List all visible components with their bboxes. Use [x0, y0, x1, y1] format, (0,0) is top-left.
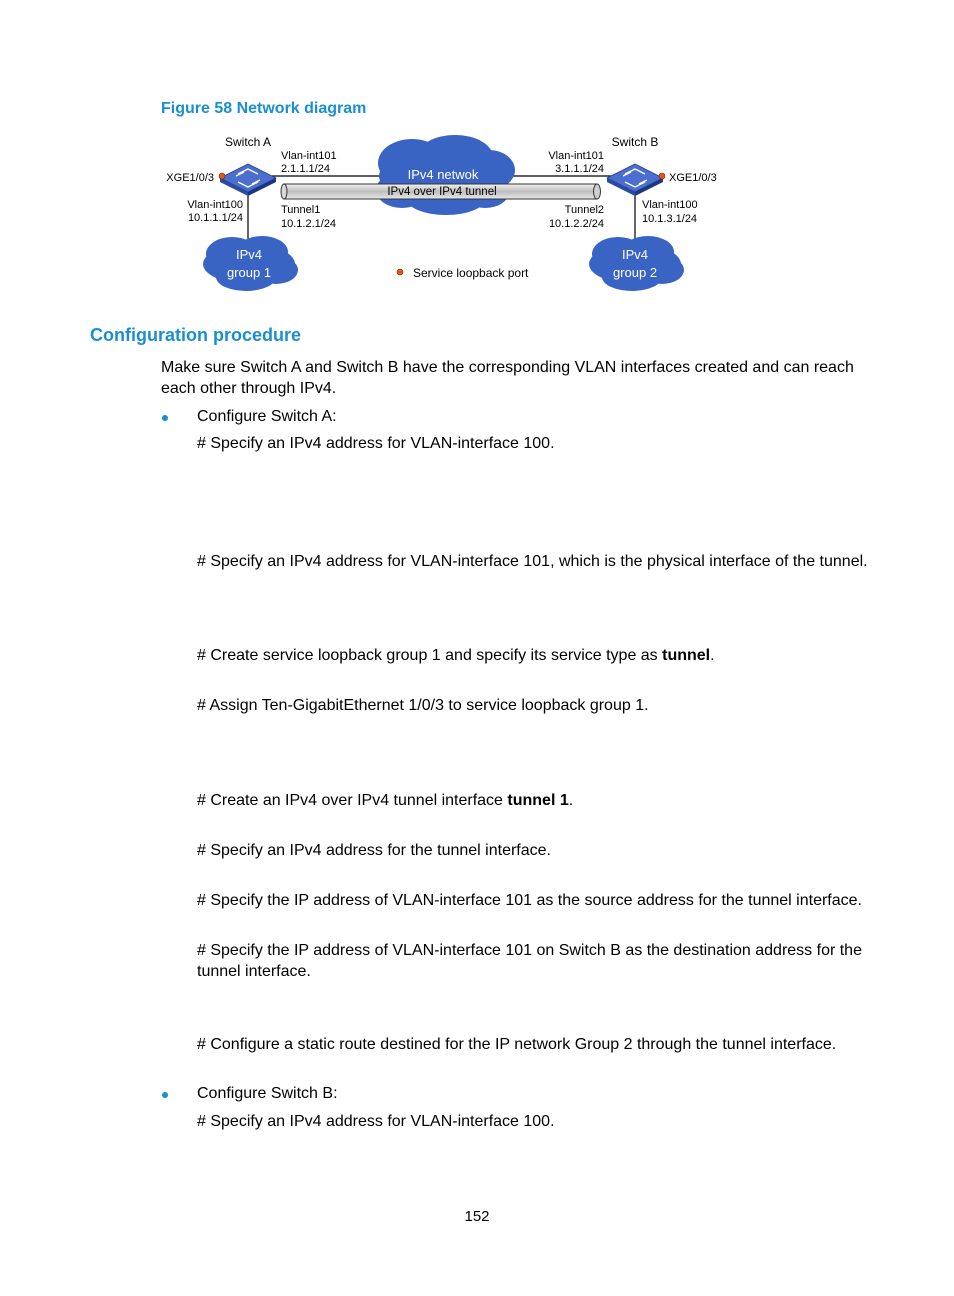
figure-caption: Figure 58 Network diagram	[161, 100, 367, 117]
switch-a-name: Switch A	[224, 135, 272, 149]
switch-a-tunnel-label: Tunnel1	[281, 204, 321, 216]
step-a-vlan100: # Specify an IPv4 address for VLAN-interface 100.	[197, 435, 555, 452]
bullet-icon	[162, 415, 168, 421]
group1-line1: IPv4	[235, 247, 263, 262]
step-a-assign-port: # Assign Ten-GigabitEthernet 1/0/3 to service loopback group 1.	[197, 697, 649, 714]
ipv4-network-label: IPv4 netwok	[407, 167, 479, 182]
switch-b-name: Switch B	[611, 135, 659, 149]
switch-a-icon	[220, 164, 276, 196]
switch-a-tunnel-ip: 10.1.2.1/24	[281, 218, 337, 230]
switch-b-vlan101-label: Vlan-int101	[548, 150, 604, 162]
step-a-vlan101: # Specify an IPv4 address for VLAN-interface 101, which is the physical interface of the tunnel.	[197, 553, 868, 570]
page-number: 152	[464, 1208, 490, 1225]
step-a-loopback-group: # Create service loopback group 1 and specify its service type as tunnel.	[197, 647, 715, 664]
switch-b-port: XGE1/0/3	[669, 172, 717, 184]
switch-a-vlan100-ip: 10.1.1.1/24	[187, 212, 243, 224]
ipv4-group1-cloud	[203, 236, 298, 291]
tunnel-label: IPv4 over IPv4 tunnel	[387, 186, 497, 198]
switch-a-loopback-port-icon	[219, 173, 225, 179]
legend-loopback-icon	[397, 269, 403, 275]
step-b-vlan100: # Specify an IPv4 address for VLAN-interface 100.	[197, 1113, 555, 1130]
switch-b-vlan100-ip: 10.1.3.1/24	[642, 213, 698, 225]
network-diagram	[0, 0, 954, 310]
step-a-static-route: # Configure a static route destined for the IP network Group 2 through the tunnel interface.	[197, 1036, 837, 1053]
step-a-create-tunnel: # Create an IPv4 over IPv4 tunnel interface tunnel 1.	[197, 792, 574, 809]
legend-loopback-label: Service loopback port	[413, 266, 529, 280]
switch-b-vlan101-ip: 3.1.1.1/24	[555, 163, 604, 175]
switch-a-vlan101-label: Vlan-int101	[281, 150, 337, 162]
switch-b-loopback-port-icon	[659, 173, 665, 179]
section-title: Configuration procedure	[90, 325, 301, 345]
bullet-configure-switch-a: Configure Switch A:	[197, 408, 337, 425]
switch-b-tunnel-ip: 10.1.2.2/24	[548, 218, 604, 230]
switch-a-vlan101-ip: 2.1.1.1/24	[281, 163, 330, 175]
switch-b-icon	[607, 164, 663, 196]
bullet-icon	[162, 1092, 168, 1098]
bullet-configure-switch-b: Configure Switch B:	[197, 1085, 338, 1102]
switch-b-tunnel-label: Tunnel2	[564, 204, 604, 216]
switch-b-vlan100-label: Vlan-int100	[642, 199, 698, 211]
step-a-tunnel-source: # Specify the IP address of VLAN-interface 101 as the source address for the tunnel interface.	[197, 892, 862, 909]
group2-line1: IPv4	[621, 247, 649, 262]
group2-line2: group 2	[612, 265, 658, 280]
ipv4-group2-cloud	[589, 236, 684, 291]
group1-line2: group 1	[226, 265, 272, 280]
intro-paragraph: Make sure Switch A and Switch B have the corresponding VLAN interfaces created and can reach each other through IPv4.	[161, 359, 854, 397]
switch-a-port: XGE1/0/3	[166, 172, 214, 184]
step-a-tunnel-address: # Specify an IPv4 address for the tunnel interface.	[197, 842, 551, 859]
step-a-tunnel-destination: # Specify the IP address of VLAN-interface 101 on Switch B as the destination address for the tunnel interface.	[197, 942, 862, 980]
switch-a-vlan100-label: Vlan-int100	[187, 199, 243, 211]
